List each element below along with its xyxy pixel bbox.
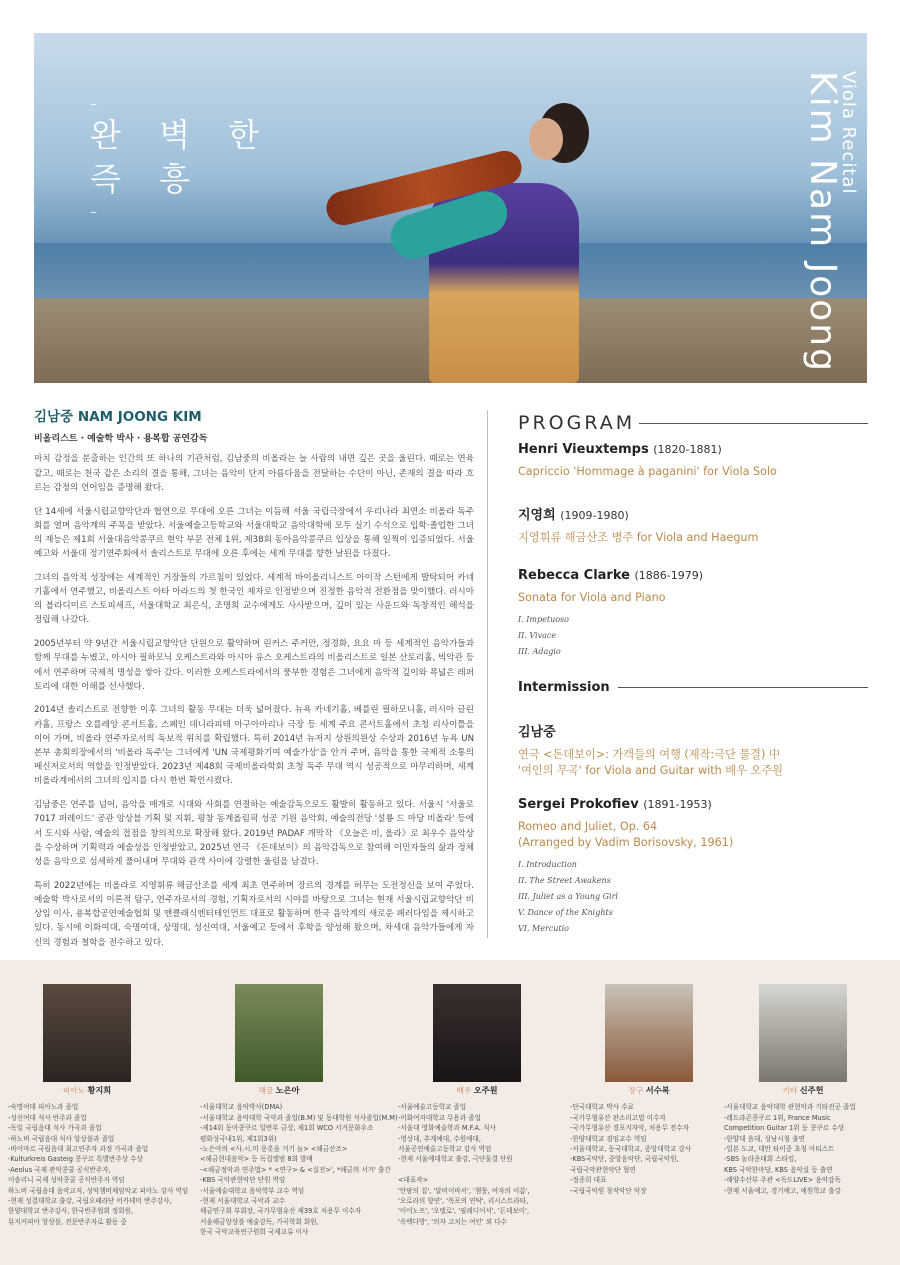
bio-line [398,1165,556,1175]
performer-name: 신주헌 [799,1085,824,1095]
bio-paragraph: 단 14세에 서울시립교향악단과 협연으로 무대에 오른 그녀는 이듬해 서울 국립극장에서 우리나라 최연소 비올라 독주회를 열며 음악계의 주목을 받았다. 서울예술고등학교와 서울대학교 음악대학에 모두 실기 수석으로 입학·졸업한 그녀의 재능은 제1회 서울대음악콩쿠르 현악 부문 전체 1위, 제38회 동아음악콩쿠르 입상을 통해 일찍이 입증되었다. 서울예고와 서울대 정기연주회에서 솔리스트로 무대에 오른 후에는 세계 무대를 향한 날된을 다졌다. [34,506,474,560]
bio-line: -Aeolus 국제 관악콩쿨 공식반주자, [8,1165,111,1174]
bio-line: '안팡의 집', '달비이바서', '챔퉁, 여자의 이름', [398,1186,530,1195]
title-line-2: 즉 흥 [90,160,204,198]
bio-line: -국립국악원 창작악단 악장 [570,1186,647,1195]
bio-paragraph: 특히 2022년에는 비올라로 지영휘류 해금산조를 세계 최초 연주하며 장르의 경계를 허무는 도전정신을 보여 주었다. 예술학 박사로서의 이론적 탐구, 연주자로서의 경험, 기획자로서의 시야를 바탕으로 그녀는 현재 서울시립교향악단 비상임 이사, 용복합공연예술협회 및 앤클래식엔터테인먼트 대표로 활동하며 한국 음악계의 새로운 패러다임을 제시하고 있다. 동시에 이화여대, 숙명여대, 상명대, 성신여대, 서울예고 등에서 후학을 양성해 왔으며, 차세대 음악가들에게 자신의 경험과 철학을 전수하고 있다. [34,880,474,948]
bio-line: -정종희 대표 [570,1176,607,1185]
movement: I. Impetuoso [518,615,569,624]
bio-line: 국립국악관현악단 협연 [570,1165,636,1174]
movement: II. Vivace [518,631,557,640]
work-title: Capriccio 'Hommage à paganini' for Viola Solo [518,465,777,478]
movement: III. Juliet as a Young Girl [518,892,618,901]
program-piece [518,568,868,660]
bio-line: 평화성국내1위, 제1회3위) [200,1134,277,1143]
bio-line: -이화여자대학교 무용과 졸업 [398,1113,482,1122]
bio-line: -한양대학교 겸임교수 역임 [570,1134,647,1143]
movement: III. Adagio [518,647,561,656]
bio-paragraph: 마치 감정을 분출하는 인간의 또 하나의 기관처럼, 김남중의 비올라는 늘 사람의 내면 깊은 곳을 울린다. 때로는 연육 같고, 때로는 천국 같은 소리의 결을 통해, 그녀는 음악이 단지 아름다움을 전달하는 수단이 아닌, 존재의 결을 따라 흐르는 감정의 언어임을 증명해 왔다. [34,454,474,493]
bio-line: -SBS 놀라운대회 스타킹, [724,1155,797,1164]
bio-line: <대표작> [398,1176,429,1185]
performer-photo [433,984,521,1082]
column-divider [487,410,488,938]
bio-line: 한국 국악교육연구원회 국제교류 이사 [200,1228,309,1237]
bio-line: -레드라콘콩쿠르 1위, France Music [724,1113,831,1122]
bio-line: '오로라의 향연', '목포의 연탁', 리시스트라타, [398,1197,529,1206]
bio-line: -서울대학교, 동국대학교, 중앙대학교 강사 [570,1145,692,1154]
bio-line: -<해금정악과 연주법> * <연구> & <실전>', *해금의 서거' 출간 [200,1165,391,1174]
performer-name: 오주원 [473,1085,498,1095]
composer-years: (1820-1881) [653,443,722,456]
heading-rule [639,423,868,424]
artist-name-en: Kim Nam Joong [802,71,843,373]
performer-bio [724,1102,882,1196]
work-title: 연극 <돈데보이>: 가객들의 여행 (제작:극단 물결) 中 '여인의 무곡' for Viola and Guitar with 배우 오주원 [518,748,783,777]
bio-line: 한양대학교 반주강사, 한국반주협회 정회원, [8,1207,134,1216]
performer-card [724,984,882,1196]
performer-bio [398,1102,556,1227]
title-dash-top: - [90,91,112,115]
bio-line: -현재 서울예고, 경기예고, 예원학교 출강 [724,1186,841,1195]
bio-line: -KBS국악단, 중앙음악단, 국립국악원, [570,1155,679,1164]
bio-line: Competition Guitar 1위 등 콩쿠르 수상 [724,1124,845,1133]
movement-list [518,612,868,660]
performer-bio [8,1102,189,1227]
performer-instrument: 해금 [258,1086,274,1095]
performer-name: 노은아 [275,1085,300,1095]
bio-line: -서울예술대학교 음악학부 교수 역임 [200,1186,305,1195]
bio-line: -한양대 음대, 성남시청 출연 [724,1134,805,1143]
bio-line: -독일 국립음대 석사 가곡과 졸업 [8,1124,102,1133]
movement: V. Dance of the Knights [518,908,613,917]
bio-line: -일본 도쿄, 대만 타이중 초청 아티스트 [724,1145,835,1154]
performer-bio [200,1102,398,1237]
bio-line: -단국대학교 박사 수료 [570,1103,634,1112]
bio-column [34,410,474,997]
movement-list [518,857,868,937]
composer [518,721,868,740]
bio-line: -서울대학교 음악박사(DMA) [200,1103,283,1112]
program-heading [518,412,868,434]
performer-card [570,984,728,1196]
bio-line: 하노버 국립음대 음악교직, 성악챔버체임악교 피아노 강사 역임 [8,1186,189,1195]
composer-name: Henri Vieuxtemps [518,442,649,457]
bio-line: 해금연구회 부회장, 국가무형유산 제39호 처용무 이수자 [200,1207,362,1216]
bio-line: -영상대, 추계예대, 수원예대, [398,1134,481,1143]
performer-caption [200,1085,358,1096]
bio-line: KBS 국악한마당, KBS 음악실 등 출연 [724,1165,833,1174]
movement: II. The Street Awakens [518,876,611,885]
korean-title [90,93,273,221]
performer-face [529,118,563,160]
program-piece [518,721,868,779]
bio-line: -현재 서울예대학교 출강, 극단물결 단원 [398,1155,513,1164]
performer-photo [759,984,847,1082]
performer-instrument: 기타 [782,1086,798,1095]
performer-card [8,984,189,1227]
bio-name: 김남중 NAM JOONG KIM [34,409,202,425]
composer-name: Rebecca Clarke [518,568,630,583]
bio-line: -하노버 국립음대 석사 앙상블과 졸업 [8,1134,115,1143]
movement: I. Introduction [518,860,577,869]
performer-caption [8,1085,166,1096]
performer-instrument: 피아노 [62,1086,85,1095]
bio-line: -제14회 동아콩쿠르 일반부 금상, 제1회 WCO 서거문화우조 [200,1124,374,1133]
composer-years: (1886-1979) [634,569,704,582]
performer-card [200,984,398,1238]
composer [518,568,868,583]
performer-photo [605,984,693,1082]
intermission-label: Intermission [518,680,610,695]
work-title: 지영휘류 해금산조 병주 for Viola and Haegum [518,531,759,544]
performer-instrument: 장구 [628,1086,644,1095]
program-piece [518,797,868,937]
program-title: PROGRAM [518,412,636,434]
bio-line: 서울해금앙상블 예술감독, 가곡학회 회원, [200,1217,319,1226]
composer-name: 지영희 [518,508,556,523]
hero-image [34,33,867,383]
bio-line: '옥백다방', '의자 고치는 여인' 외 다수 [398,1217,507,1226]
bio-line: -서울대학교 음악대학 관현악과 기타전공 졸업 [724,1103,856,1112]
bio-line: 서울공연예술고등학교 강사 역임 [398,1145,492,1154]
title-dash-bottom: - [90,199,112,223]
performer-caption [724,1085,882,1096]
composer-years: (1891-1953) [643,798,712,811]
bio-paragraph: 김남중은 연주를 넘어, 음악을 매개로 시대와 사회를 연결하는 예술감독으로도 활발히 활동하고 있다. 서울시 '서울로 7017 퍼레이드' 공관 앙상블 기획 및 지휘, 평창 동계올림픽 성공 기원 음악회, 예술의전당 '설룡 드 마당 비올라' 등에서 도시와 사람, 예술의 접점을 창의적으로 확장해 왔다. 2019년 PADAF 개막작 《오늘은 비, 올라》로 최우수 음악상을 수상하며 기획력과 예술성을 인정받았고, 2025년 연극 《돈데보이》의 음악감독으로 참여해 이민자들의 삶과 정체성을 음악으로 섬세하게 풀어내며 무대와 관객 사이에 강렬한 울림을 남겼다. [34,800,474,867]
performer-photo [43,984,131,1082]
bio-line: 뮤지커피아 앙상블, 전문반주자로 활동 중 [8,1217,127,1226]
work-title: Romeo and Juliet, Op. 64 (Arranged by Vadim Borisovsky, 1961) [518,820,734,849]
bio-line: -현재 서울대학교 국악과 교수 [200,1197,286,1206]
intermission [518,680,868,695]
bio-line: -Kulturkreis Gasteig 콩쿠르 특별반주상 수상 [8,1155,143,1164]
bio-line: <해금현대음악> 등 독집앨범 8회 발매 [200,1155,313,1164]
program-piece [518,504,868,546]
bio-line: -바이마르 국립음대 최고연주자 과정 가곡과 졸업 [8,1145,149,1154]
composer-years: (1909-1980) [560,509,629,522]
performer-name: 황지희 [87,1085,112,1095]
bio-line: -숙명여대 피아노과 졸업 [8,1103,79,1112]
bio-line: -KBS 국악관현악단 단원 역임 [200,1176,286,1185]
bio-line: -서울대 영화예술학과 M.F.A. 석사 [398,1124,496,1133]
bio-line: -해양수산부 주관 <독도LIVE> 음악감독 [724,1176,841,1185]
recital-subtitle: Viola Recital [838,71,859,195]
bio-line: -국가무형유산 경포지자악, 처용무 전수자 [570,1124,690,1133]
vertical-title [802,71,862,383]
composer-name: Sergei Prokofiev [518,797,639,812]
bio-role: 비올리스트 · 예술학 박사 · 용복합 공연감독 [34,434,208,445]
composer [518,797,868,812]
bio-line: -현재 성결대학교 출강, 국립오페라단 어카데미 반주강사, [8,1197,172,1206]
bio-paragraph: 2005년부터 약 9년간 서울시립교향악단 단원으로 활약하며 린커스 주커만, 정경화, 요요 마 등 세계적인 음악가들과 함께 무대를 누볐고, 아시아 필하모닉 오케스트라와 아시아 유스 오케스트라의 비올리스트로 일본 산토리홀, 빅악관 등에서 연주하며 국제적 명성을 쌓아 갔다. 이러한 오케스트라에서의 풍부한 경험은 그녀에게 음악적 깊이와 폭넓은 레퍼토리에 대한 이해를 선사했다. [34,639,474,692]
performer-bio [570,1102,728,1196]
bio-paragraph: 그녀의 음악적 성장에는 세계적인 거장들의 가르침이 있었다. 세계적 바이올리니스트 아이작 스턴에게 발탁되어 카네기홀에서 연주했고, 비올리스트 아타 아라드의 첫 한국인 제자로 인정받으며 진정한 음악적 전환점을 맞이했다. 러시아의 블라디미르 스토피세프, 서울대학교 최은식, 조명희 교수에게도 사사받으며, 깊이 있는 사운드와 독창적인 해석을 정립해 나갔다. [34,572,474,626]
performer-photo [235,984,323,1082]
performer-instrument: 배우 [456,1086,472,1095]
bio-line: -국가무형유산 판소리고법 이수자 [570,1113,666,1122]
bio-line: -성신여대 석사 반주과 졸업 [8,1113,87,1122]
bio-line: '이어노프', '오델로', '필레디어서', '돈데보이', [398,1207,530,1216]
intermission-rule [618,687,868,688]
composer [518,442,868,457]
performer-card [398,984,556,1227]
bio-line: -서울예술고등학교 졸업 [398,1103,467,1112]
bio-line: -서울대학교 음악대학 국악과 졸업(B.M) 및 동대학원 석사졸업(M.M) [200,1113,398,1122]
title-line-1: 완 벽 한 [90,116,274,154]
bio-line: 이솔리니 국제 성악콩쿨 공식반주자 역임 [8,1176,125,1185]
composer [518,504,868,523]
performer-caption [570,1085,728,1096]
bio-line: -노은아의 <사.시.미 몽롯을 겨기 놀> <해금산조> [200,1145,348,1154]
program-column [518,412,868,937]
work-title: Sonata for Viola and Piano [518,591,666,604]
bio-paragraph: 2014년 솔리스트로 전향한 이후 그녀의 활동 무대는 더욱 넓어졌다. 뉴욕 카네기홀, 베를린 필하모니홀, 러시아 글린카홀, 프랑스 오를레앙 콘서트홀, 스페인 데니라피테 아구아마리나 극장 등 세계 주요 콘서트홀에서 초청 리사이틀을 이어 가며, 비올라 연주자로서의 독보적 위치를 확립했다. 특히 2014년 뉴저지 상원의원상 수상과 2016년 뉴욕 UN 본부 총회의장에서의 '비올라 독주'는 그녀에게 'UN 국제평화기여 예술가상'을 안겨 주며, 음악을 통한 국제적 소통의 메신저로서의 역할을 인정받았다. 2023년 제48회 국제비올라학회 초청 독주 무대 역시 성공적으로 마무리하며, 세계 비올라계에서의 그녀의 입지를 다시 한번 확인시켰다. [34,705,474,787]
performer-name: 서수복 [645,1085,670,1095]
program-piece [518,442,868,480]
movement: VI. Mercutio [518,924,569,933]
composer-name: 김남중 [518,725,556,740]
performer-caption [398,1085,556,1096]
